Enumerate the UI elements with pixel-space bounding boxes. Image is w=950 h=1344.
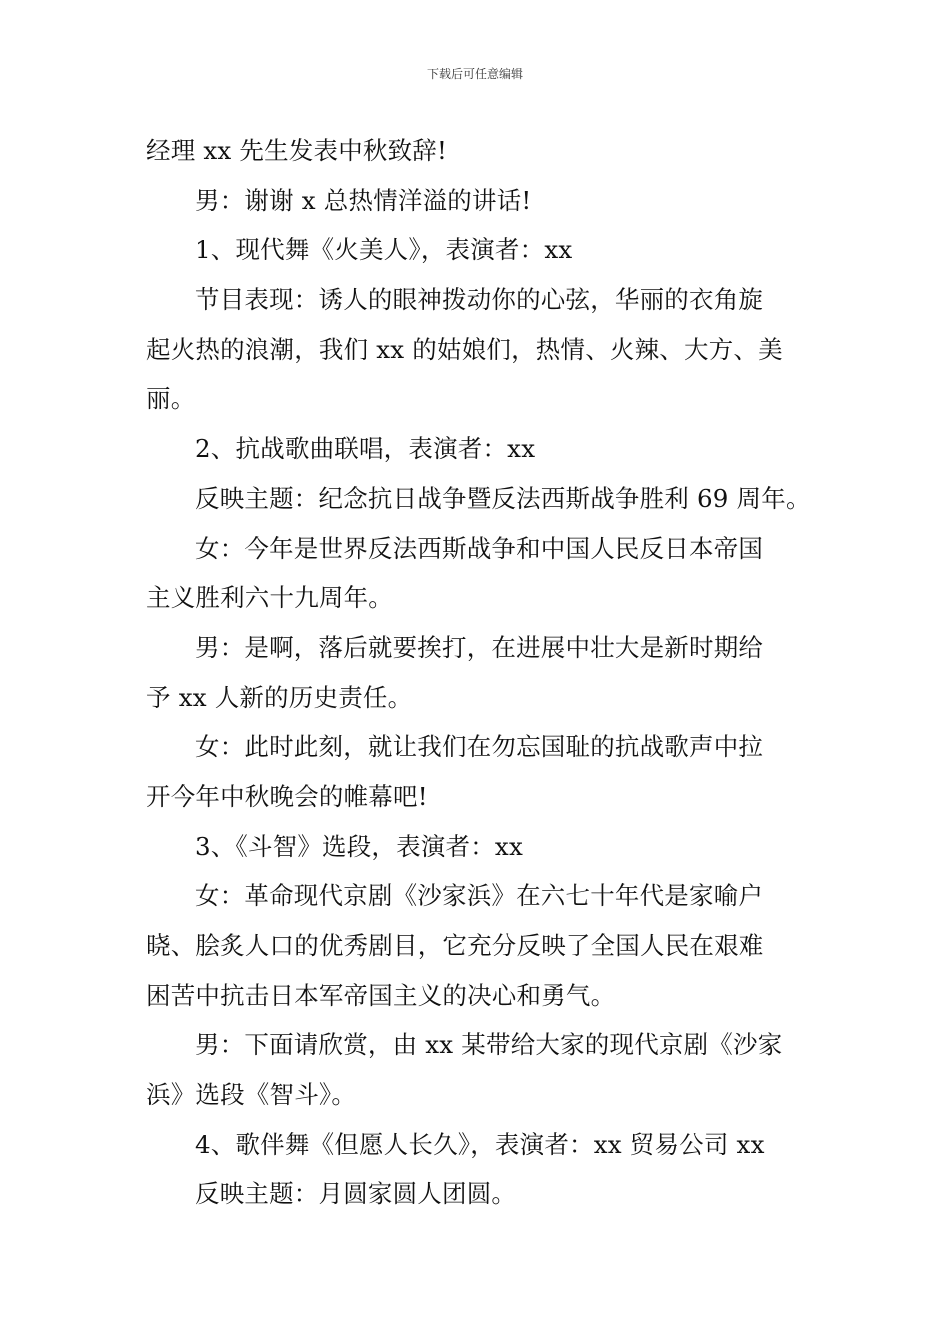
body-line: 经理 xx 先生发表中秋致辞! <box>146 136 448 165</box>
body-line: 困苦中抗击日本军帝国主义的决心和勇气。 <box>146 980 616 1010</box>
body-line: 女：今年是世界反法西斯战争和中国人民反日本帝国 <box>195 533 764 563</box>
body-line: 主义胜利六十九周年。 <box>146 583 393 613</box>
body-line: 男：谢谢 x 总热情洋溢的讲话! <box>195 185 532 215</box>
body-line: 1、现代舞《火美人》，表演者：xx <box>195 235 573 265</box>
page-header-note: 下载后可任意编辑 <box>426 67 523 81</box>
body-line: 男：是啊，落后就要挨打，在进展中壮大是新时期给 <box>195 632 764 662</box>
body-line: 3、《斗智》选段，表演者：xx <box>195 831 523 861</box>
body-line: 反映主题：月圆家圆人团圆。 <box>195 1179 517 1209</box>
body-line: 2、抗战歌曲联唱，表演者：xx <box>195 434 536 464</box>
body-line: 反映主题：纪念抗日战争暨反法西斯战争胜利 69 周年。 <box>195 483 811 513</box>
body-line: 晓、脍炙人口的优秀剧目，它充分反映了全国人民在艰难 <box>146 931 764 960</box>
body-line: 开今年中秋晚会的帷幕吧! <box>146 781 428 811</box>
document-body <box>146 126 812 1219</box>
body-line: 浜》选段《智斗》。 <box>146 1080 357 1110</box>
body-line: 男：下面请欣赏，由 xx 某带给大家的现代京剧《沙家 <box>195 1030 783 1060</box>
body-line: 女：此时此刻，就让我们在勿忘国耻的抗战歌声中拉 <box>195 732 764 762</box>
body-line: 节目表现：诱人的眼神拨动你的心弦，华丽的衣角旋 <box>195 285 764 315</box>
body-line: 丽。 <box>146 384 196 414</box>
body-line: 女：革命现代京剧《沙家浜》在六七十年代是家喻户 <box>195 881 764 911</box>
body-line: 起火热的浪潮，我们 xx 的姑娘们，热情、火辣、大方、美 <box>146 334 783 364</box>
body-line: 予 xx 人新的历史责任。 <box>146 682 413 712</box>
body-line: 4、歌伴舞《但愿人长久》，表演者：xx 贸易公司 xx <box>195 1129 765 1159</box>
